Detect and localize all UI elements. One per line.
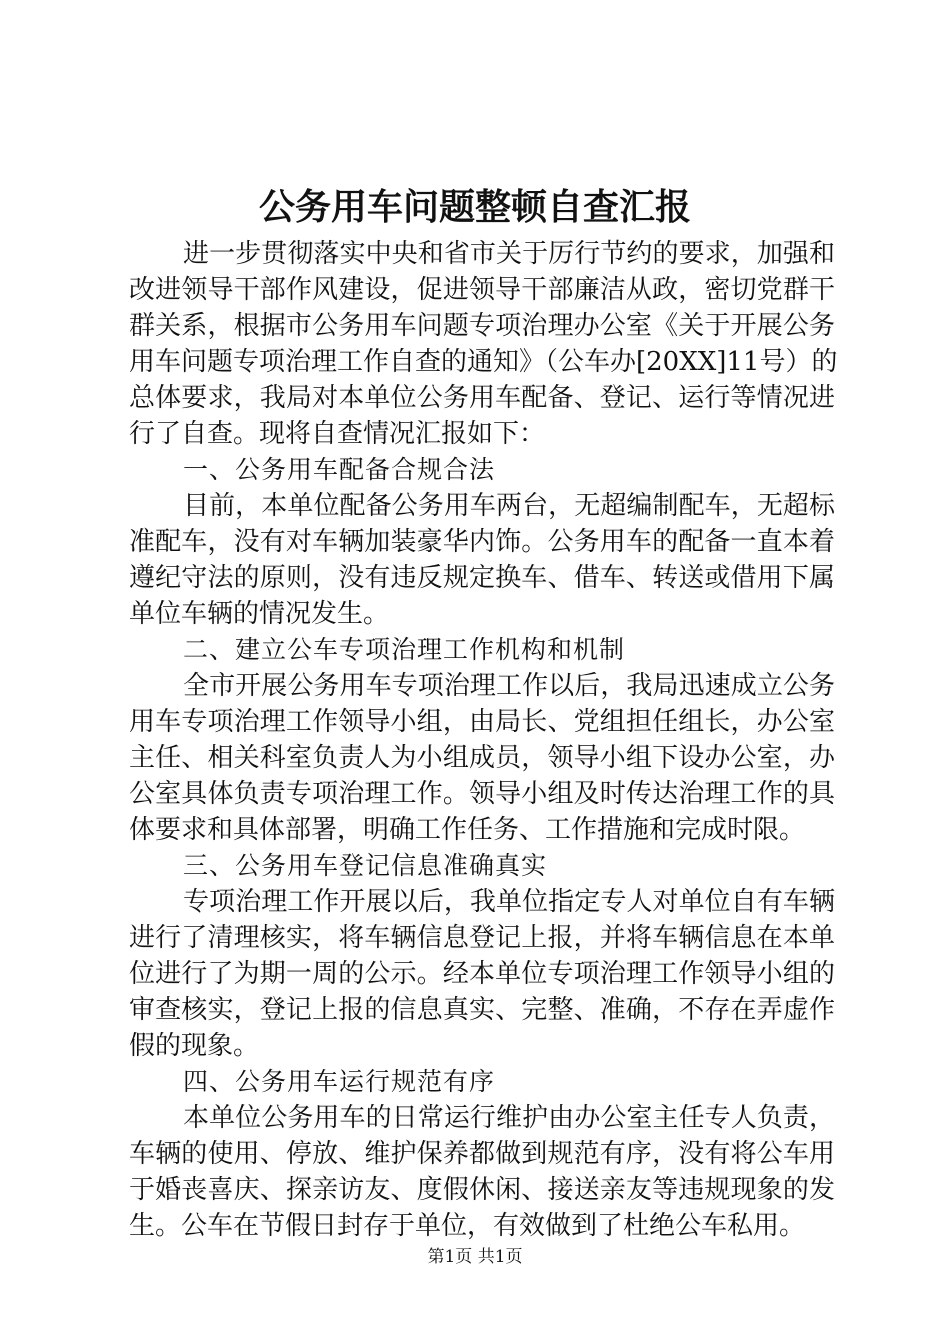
paragraph-line: 遵纪守法的原则，没有违反规定换车、借车、转送或借用下属 — [129, 563, 835, 593]
document-body — [129, 236, 838, 1244]
paragraph-line: 总体要求，我局对本单位公务用车配备、登记、运行等情况进 — [129, 383, 835, 413]
paragraph-line: 全市开展公务用车专项治理工作以后，我局迅速成立公务 — [183, 671, 835, 701]
body-paragraph — [129, 236, 838, 452]
paragraph-line: 进一步贯彻落实中央和省市关于厉行节约的要求，加强和 — [183, 239, 835, 269]
paragraph-line: 用车问题专项治理工作自查的通知》（公车办[20XX]11号）的 — [129, 347, 838, 377]
body-paragraph — [129, 668, 835, 848]
page-title: 公务用车问题整顿自查汇报 — [258, 186, 691, 228]
body-paragraph — [129, 884, 835, 1064]
page-footer: 第1页 共1页 — [427, 1247, 523, 1267]
paragraph-line: 改进领导干部作风建设，促进领导干部廉洁从政，密切党群干 — [129, 275, 835, 305]
paragraph-line: 进行了清理核实，将车辆信息登记上报，并将车辆信息在本单 — [129, 923, 835, 953]
paragraph-line: 单位车辆的情况发生。 — [129, 599, 390, 629]
paragraph-line: 车辆的使用、停放、维护保养都做到规范有序，没有将公车用 — [129, 1139, 835, 1169]
paragraph-line: 专项治理工作开展以后，我单位指定专人对单位自有车辆 — [183, 887, 835, 917]
section-heading: 四、公务用车运行规范有序 — [183, 1067, 496, 1096]
body-paragraph — [129, 488, 835, 632]
paragraph-line: 体要求和具体部署，明确工作任务、工作措施和完成时限。 — [129, 815, 806, 845]
paragraph-line: 公室具体负责专项治理工作。领导小组及时传达治理工作的具 — [129, 779, 835, 809]
paragraph-line: 目前，本单位配备公务用车两台，无超编制配车，无超标 — [183, 491, 835, 521]
paragraph-line: 群关系，根据市公务用车问题专项治理办公室《关于开展公务 — [129, 311, 835, 341]
paragraph-line: 主任、相关科室负责人为小组成员，领导小组下设办公室，办 — [129, 743, 835, 773]
section-heading: 三、公务用车登记信息准确真实 — [183, 851, 548, 880]
body-paragraph — [129, 1100, 835, 1244]
section-heading: 二、建立公车专项治理工作机构和机制 — [183, 635, 626, 664]
paragraph-line: 审查核实，登记上报的信息真实、完整、准确，不存在弄虚作 — [129, 995, 835, 1025]
paragraph-line: 行了自查。现将自查情况汇报如下： — [129, 419, 546, 449]
paragraph-line: 本单位公务用车的日常运行维护由办公室主任专人负责， — [183, 1103, 835, 1133]
paragraph-line: 生。公车在节假日封存于单位，有效做到了杜绝公车私用。 — [129, 1211, 806, 1241]
paragraph-line: 准配车，没有对车辆加装豪华内饰。公务用车的配备一直本着 — [129, 527, 835, 557]
paragraph-line: 于婚丧喜庆、探亲访友、度假休闲、接送亲友等违规现象的发 — [129, 1175, 835, 1205]
paragraph-line: 用车专项治理工作领导小组，由局长、党组担任组长，办公室 — [129, 707, 835, 737]
section-heading: 一、公务用车配备合规合法 — [183, 455, 496, 484]
paragraph-line: 位进行了为期一周的公示。经本单位专项治理工作领导小组的 — [129, 959, 835, 989]
paragraph-line: 假的现象。 — [129, 1031, 260, 1061]
